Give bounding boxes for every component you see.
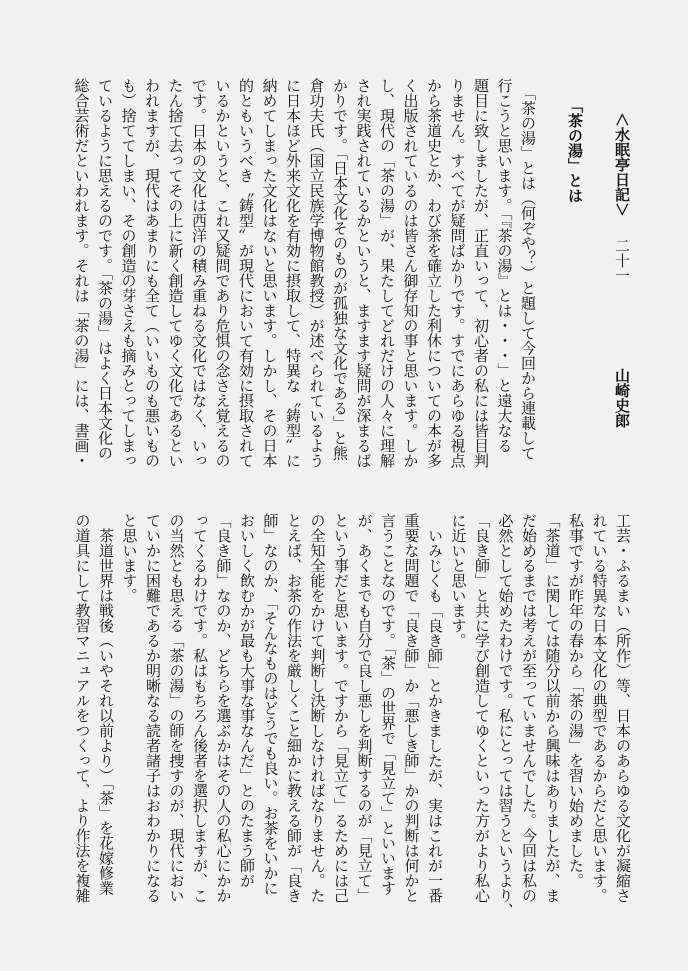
text-column: 総合芸術だといわれます。それは「茶の湯」には、書画・ xyxy=(72,78,91,468)
text-column: だ始めるまでは考えが至っていませんでした。今回は私の xyxy=(520,513,538,903)
text-column: という事だと思います。ですから「見立て」るためには己 xyxy=(332,513,350,903)
text-column: 的ともいうべき〝鋳型〟が現代において有効に摂取されて xyxy=(237,78,255,468)
text-column: く出版されているのは皆さん御存知の事と思います。しか xyxy=(401,78,420,468)
text-column: 納めてしまった文化はないと思います。しかし、その日本 xyxy=(260,78,279,468)
text-column: 師」なのか、「そんなものはどうでも良い。お茶をいかに xyxy=(261,513,280,896)
text-column: ってくるわけです。私はもちろん後者を選択しますが、こ xyxy=(191,513,209,903)
text-column: いるかというと、これ又疑問であり危惧の念さえ覚えるの xyxy=(213,78,232,468)
text-column: も）捨ててしまい、その創造の芽さえも摘みとってしまっ xyxy=(119,78,138,468)
text-column: 重要な問題で「良き師」か「悪しき師」かの判断は何かと xyxy=(402,513,421,903)
text-column: たん捨て去ってその上に新く創造してゆく文化であるとい xyxy=(166,78,185,468)
text-column: の全知全能をかけて判断し決断しなければなりません。た xyxy=(308,513,327,903)
text-column: りません。すべてが疑問ばかりです。すでにあらゆる視点 xyxy=(448,78,467,468)
text-column: おいしく飲むかが最も大事な事なんだ」とのたまう師が xyxy=(238,513,256,888)
issue-number: 二十一 xyxy=(613,238,631,283)
series-title: ＜水眠亭日記＞ xyxy=(613,112,631,218)
text-column: が、あくまでも自分で良し悪しを判断するのが「見立て」 xyxy=(355,513,374,903)
text-column: の当然とも思える「茶の湯」の師を捜すのが、現代におい xyxy=(167,513,186,903)
text-column: です。日本の文化は西洋の積み重ねる文化ではなく、いっ xyxy=(190,78,208,468)
text-column: し、現代の「茶の湯」が、果たしてどれだけの人々に理解 xyxy=(378,78,396,468)
text-column: 茶道世界は戦後（いやそれ以前より）「茶」を花嫁修業 xyxy=(97,513,115,896)
text-column: 行こうと思います。「『茶の湯』とは・・・」と遠大なる xyxy=(495,78,514,453)
article-subtitle: 「茶の湯」とは xyxy=(566,98,584,203)
text-column: 工芸・ふるまい（所作）等、日本のあらゆる文化が凝縮さ xyxy=(614,513,632,903)
author-name: 山崎史郎 xyxy=(613,368,631,428)
text-column: ていかに困難であるか明晰なる読者諸子はおわかりになる xyxy=(144,513,162,903)
text-column: 私事ですが昨年の春から「茶の湯」を習い始めました。 xyxy=(567,513,585,888)
text-column: に日本ほど外来文化を有効に摂取して、特異な〝鋳型〟に xyxy=(284,78,302,468)
text-column: かりです。「日本文化そのものが孤独な文化である」と熊 xyxy=(331,78,349,461)
text-column: 「茶道」に関しては随分以前から興味はありましたが、ま xyxy=(543,513,562,903)
text-column: から茶道史とか、わび茶を確立した利休についての本が多 xyxy=(425,78,443,468)
text-column: とえば、お茶の作法を厳しくこと細かに教える師が「良き xyxy=(285,513,303,903)
text-column: ているように思えるのです。「茶の湯」はよく日本文化の xyxy=(96,78,114,461)
text-column: 必然として始めたわけです。私にとっては習うというより、 xyxy=(496,513,515,918)
text-column: 「良き師」と共に学び創造してゆくといった方がより私心 xyxy=(473,513,491,903)
text-column: 題目に致しましたが、正直いって、初心者の私には皆目判 xyxy=(472,78,490,468)
text-column: され実践されているかというと、ますます疑問が深まるば xyxy=(354,78,373,468)
text-column: 倉功夫氏（国立民族学博物館教授）が述べられているよう xyxy=(307,78,326,468)
text-column: と思います。 xyxy=(120,513,139,603)
text-column: 「良き師」なのか、どちらを選ぶかはその人の私心にかか xyxy=(214,513,233,903)
text-column: の道具にして教習マニュアルをつくって、より作法を複雑 xyxy=(73,513,92,903)
text-column: いみじくも「良き師」とかきましたが、実はこれが一番 xyxy=(426,513,444,903)
text-column: われますが、現代はあまりにも全て（いいものも悪いもの xyxy=(143,78,161,468)
text-column: 言うことなのです。「茶」の世界で「見立て」といいます xyxy=(379,513,397,896)
text-column: に近いと思います。 xyxy=(449,513,468,648)
text-column: れている特異な日本文化の典型であるからだと思います。 xyxy=(590,513,609,903)
text-column: 「茶の湯」とは（何ぞや？）と題して今回から連載して xyxy=(519,78,537,461)
